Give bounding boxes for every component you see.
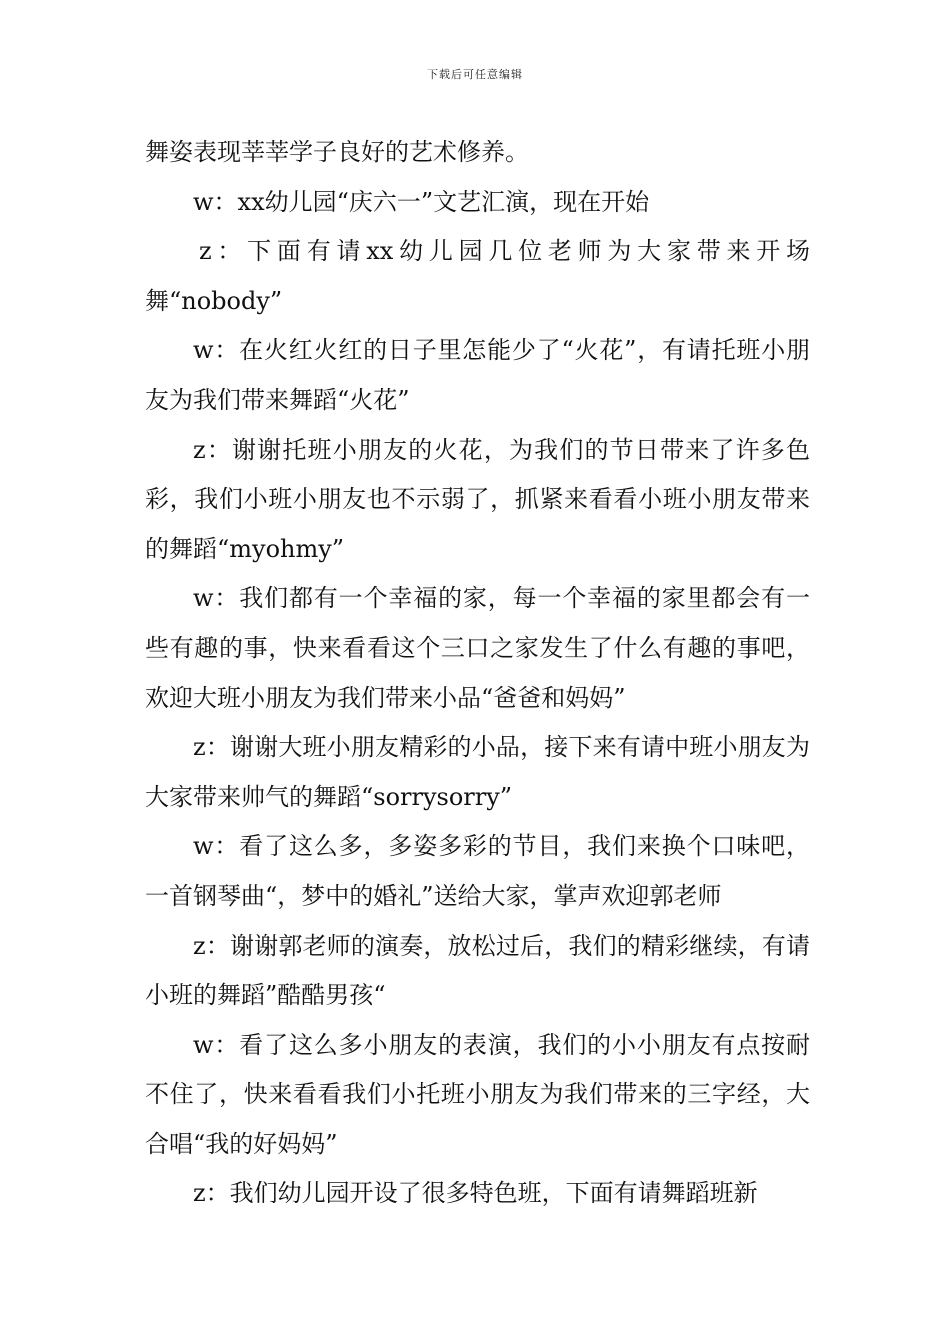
paragraph: z：谢谢大班小朋友精彩的小品，接下来有请中班小朋友为大家带来帅气的舞蹈“sorrysorry” [145, 733, 810, 811]
paragraph: 舞姿表现莘莘学子良好的艺术修养。 [145, 138, 529, 166]
paragraph: z：下面有请xx幼儿园几位老师为大家带来开场舞“nobody” [145, 237, 810, 315]
paragraph: z：我们幼儿园开设了很多特色班，下面有请舞蹈班新 [193, 1179, 758, 1208]
document-body [145, 128, 810, 1219]
paragraph: z：谢谢郭老师的演奏，放松过后，我们的精彩继续，有请小班的舞蹈”酷酷男孩“ [145, 931, 810, 1010]
paragraph: w：看了这么多，多姿多彩的节目，我们来换个口味吧，一首钢琴曲“，梦中的婚礼”送给大家，掌声欢迎郭老师 [145, 832, 810, 910]
paragraph: w：看了这么多小朋友的表演，我们的小小朋友有点按耐不住了，快来看看我们小托班小朋友为我们带来的三字经，大合唱“我的好妈妈” [145, 1030, 810, 1158]
page-header: 下载后可任意编辑 [427, 68, 523, 81]
paragraph: w：我们都有一个幸福的家，每一个幸福的家里都会有一些有趣的事，快来看看这个三口之家发生了什么有趣的事吧，欢迎大班小朋友为我们带来小品“爸爸和妈妈” [145, 584, 810, 712]
paragraph: w：xx幼儿园“庆六一”文艺汇演，现在开始 [193, 187, 650, 216]
paragraph: w：在火红火红的日子里怎能少了“火花”，有请托班小朋友为我们带来舞蹈“火花” [145, 336, 810, 414]
paragraph: z：谢谢托班小朋友的火花，为我们的节日带来了许多色彩，我们小班小朋友也不示弱了，抓紧来看看小班小朋友带来的舞蹈“myohmy” [145, 435, 810, 563]
